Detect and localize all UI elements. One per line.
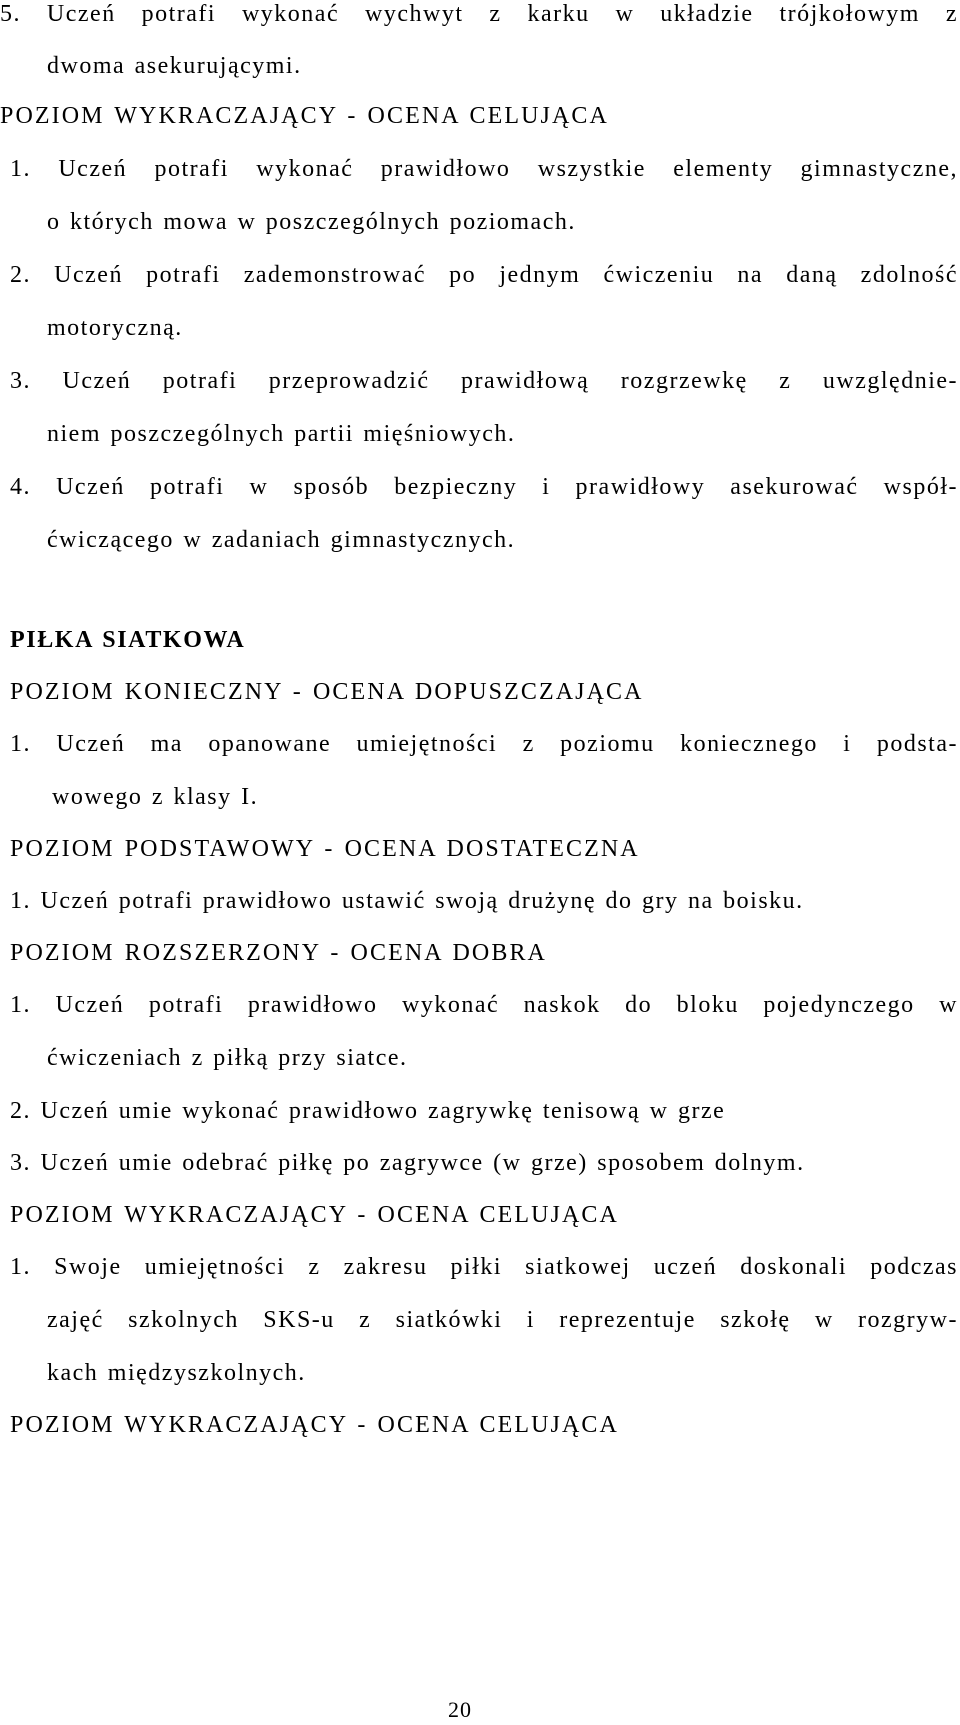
list-item-celujaca-3: 3. Uczeń potrafi przeprowadzić prawidłową rozgrzewkę z uwzględnie- xyxy=(10,368,958,394)
level-heading-wykraczajacy: POZIOM WYKRACZAJĄCY - OCENA CELUJĄCA xyxy=(0,103,609,129)
page-number: 20 xyxy=(448,1697,472,1722)
level-heading-konieczny: POZIOM KONIECZNY - OCENA DOPUSZCZAJĄCA xyxy=(10,679,644,705)
list-item-celujaca-siatkowa-1-continued: zajęć szkolnych SKS-u z siatkówki i reprezentuje szkołę w rozgryw- xyxy=(47,1307,958,1333)
list-item-celujaca-siatkowa-1-end: kach międzyszkolnych. xyxy=(47,1360,306,1386)
level-heading-wykraczajacy-bottom: POZIOM WYKRACZAJĄCY - OCENA CELUJĄCA xyxy=(10,1412,619,1438)
list-item-dobra-2: 2. Uczeń umie wykonać prawidłowo zagrywkę tenisową w grze xyxy=(10,1098,726,1124)
level-heading-podstawowy: POZIOM PODSTAWOWY - OCENA DOSTATECZNA xyxy=(10,836,640,862)
list-item-celujaca-1-continued: o których mowa w poszczególnych poziomach. xyxy=(47,209,576,235)
list-item-celujaca-3-continued: niem poszczególnych partii mięśniowych. xyxy=(47,421,516,447)
level-heading-rozszerzony: POZIOM ROZSZERZONY - OCENA DOBRA xyxy=(10,940,547,966)
list-item-celujaca-4: 4. Uczeń potrafi w sposób bezpieczny i prawidłowy asekurować współ- xyxy=(10,474,958,500)
level-heading-wykraczajacy-siatkowa: POZIOM WYKRACZAJĄCY - OCENA CELUJĄCA xyxy=(10,1202,619,1228)
list-item-dopuszczajaca-1-continued: wowego z klasy I. xyxy=(52,784,259,810)
list-item-celujaca-siatkowa-1: 1. Swoje umiejętności z zakresu piłki siatkowej uczeń doskonali podczas xyxy=(10,1254,958,1280)
list-item-celujaca-4-continued: ćwiczącego w zadaniach gimnastycznych. xyxy=(47,527,516,553)
list-item-dobra-3: 3. Uczeń umie odebrać piłkę po zagrywce (w grze) sposobem dolnym. xyxy=(10,1150,805,1176)
list-item-dobra-1: 1. Uczeń potrafi prawidłowo wykonać naskok do bloku pojedynczego w xyxy=(10,992,958,1018)
list-item-gymnastics-5: 5. Uczeń potrafi wykonać wychwyt z karku w układzie trójkołowym z xyxy=(0,1,958,27)
list-item-celujaca-2: 2. Uczeń potrafi zademonstrować po jednym ćwiczeniu na daną zdolność xyxy=(10,262,958,288)
section-title-pilka-siatkowa: PIŁKA SIATKOWA xyxy=(10,627,246,653)
list-item-dobra-1-continued: ćwiczeniach z piłką przy siatce. xyxy=(47,1045,408,1071)
list-item-celujaca-1: 1. Uczeń potrafi wykonać prawidłowo wszystkie elementy gimnastyczne, xyxy=(10,156,958,182)
list-item-dostateczna-1: 1. Uczeń potrafi prawidłowo ustawić swoją drużynę do gry na boisku. xyxy=(10,888,804,914)
list-item-dopuszczajaca-1: 1. Uczeń ma opanowane umiejętności z poziomu koniecznego i podsta- xyxy=(10,731,958,757)
list-item-celujaca-2-continued: motoryczną. xyxy=(47,315,183,341)
list-item-gymnastics-5-continued: dwoma asekurującymi. xyxy=(47,53,302,79)
